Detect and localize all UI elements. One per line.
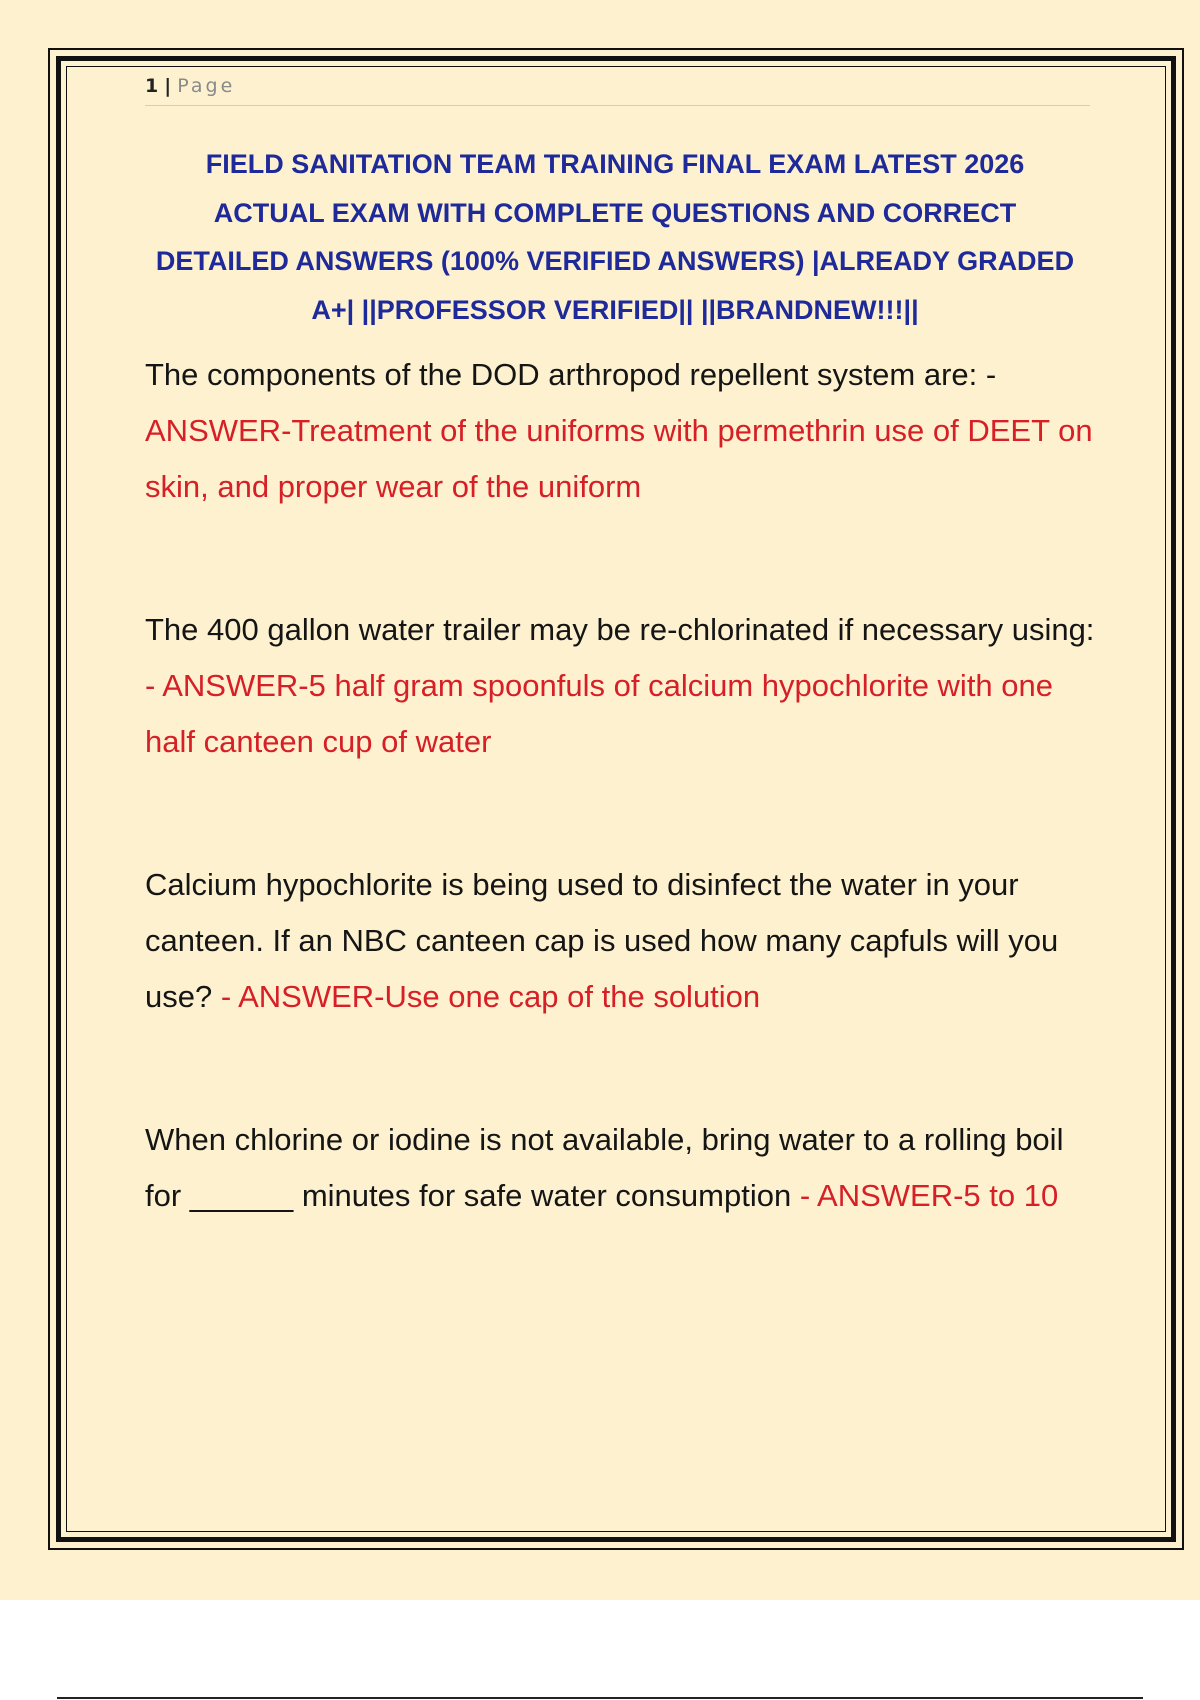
qa-item [145,602,1095,770]
qa-item [145,1112,1095,1224]
page-number: 1 [145,75,159,97]
document-title: FIELD SANITATION TEAM TRAINING FINAL EXAM LATEST 2026 ACTUAL EXAM WITH COMPLETE QUESTIONS AND CORRECT DETAILED ANSWERS (100% VERIFIED ANSWERS) |ALREADY GRADED A+| ||PROFESSOR VERIFIED|| ||BRANDNEW!!!|| [155,149,1075,325]
question-text: When chlorine or iodine is not available, bring water to a rolling boil for ______ minutes for safe water consumption [145,1122,1064,1213]
page-separator: | [164,75,172,97]
qa-item [145,347,1095,515]
page-header [145,74,1090,106]
answer-text: - ANSWER-Use one cap of the solution [220,979,761,1014]
answer-text: - ANSWER-5 to 10 [799,1178,1059,1213]
answer-text: - ANSWER-5 half gram spoonfuls of calcium hypochlorite with one half canteen cup of water [145,668,1054,759]
answer-text: ANSWER-Treatment of the uniforms with permethrin use of DEET on skin, and proper wear of the uniform [145,413,1093,504]
question-text: Calcium hypochlorite is being used to disinfect the water in your canteen. If an NBC canteen cap is used how many capfuls will you use? [145,867,1059,1014]
page-divider [57,1697,1143,1699]
question-text: The components of the DOD arthropod repellent system are: - [145,357,997,392]
question-text: The 400 gallon water trailer may be re-chlorinated if necessary using: [145,612,1095,647]
qa-item [145,857,1095,1025]
page-label: Page [177,75,236,97]
